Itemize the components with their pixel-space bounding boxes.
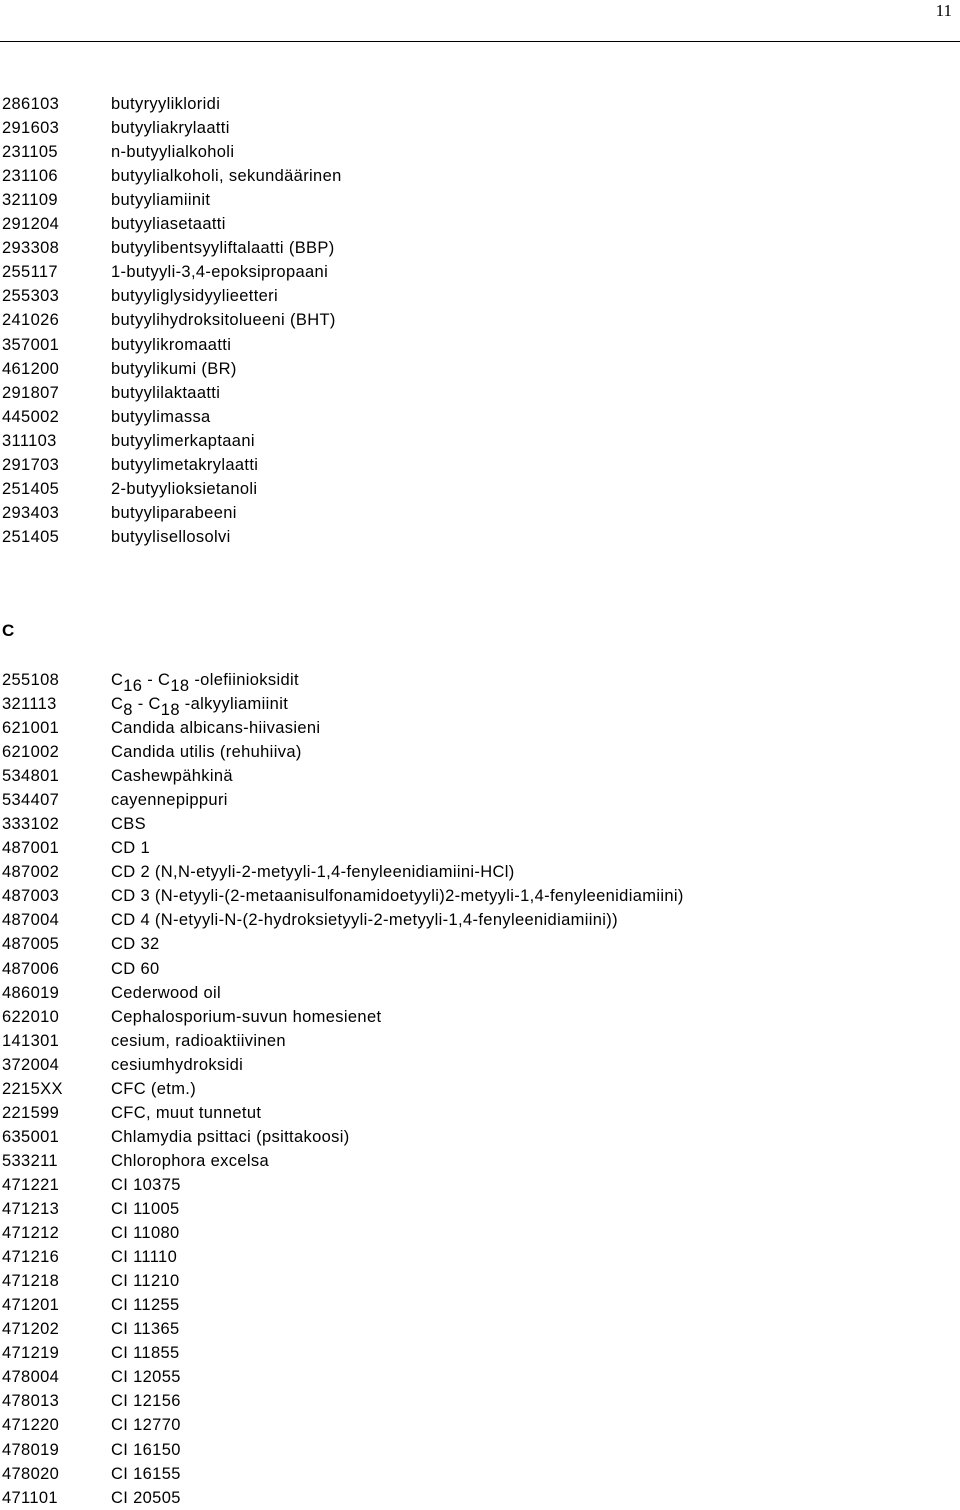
name-part: - C <box>132 695 161 714</box>
item-code: 372004 <box>2 1055 60 1074</box>
item-code: 486019 <box>2 983 60 1002</box>
item-code: 487005 <box>2 935 60 954</box>
page-number: 11 <box>935 1 952 20</box>
item-name <box>111 668 299 695</box>
item-name: butyryylikloridi <box>111 95 221 113</box>
item-name: CFC, muut tunnetut <box>111 1103 262 1122</box>
item-code: 357001 <box>2 335 60 354</box>
item-name: Cederwood oil <box>111 983 222 1002</box>
item-code: 291807 <box>2 383 60 402</box>
subscript: 8 <box>123 701 133 720</box>
item-name: Candida albicans-hiivasieni <box>111 719 321 737</box>
item-code: 291204 <box>2 215 60 234</box>
item-code: 241026 <box>2 311 60 330</box>
item-name: butyyliakrylaatti <box>111 119 230 138</box>
item-name: CI 11005 <box>111 1200 180 1218</box>
item-name: CD 32 <box>111 935 160 954</box>
item-code: 533211 <box>2 1151 58 1170</box>
item-code: 445002 <box>2 407 60 426</box>
item-name: CD 60 <box>111 959 160 978</box>
item-name: CFC (etm.) <box>111 1079 197 1098</box>
item-code: 471218 <box>2 1272 60 1291</box>
item-name: cayennepippuri <box>111 791 228 810</box>
item-name: CD 1 <box>111 839 150 858</box>
item-code: 291703 <box>2 455 60 474</box>
item-code: 221599 <box>2 1103 60 1122</box>
item-code: 487001 <box>2 839 60 858</box>
header-rule <box>0 41 960 42</box>
item-code: 321113 <box>2 695 57 714</box>
item-code: 487004 <box>2 911 60 930</box>
name-part: - C <box>142 671 171 689</box>
item-name: CD 4 (N-etyyli-N-(2-hydroksietyyli-2-metyyli-1,4-fenyleenidiamiini)) <box>111 911 618 930</box>
item-code: 291603 <box>2 119 60 138</box>
item-name: CI 11365 <box>111 1320 180 1339</box>
item-code: 622010 <box>2 1007 60 1026</box>
subscript: 18 <box>160 701 180 720</box>
section-c-heading: C <box>2 621 15 640</box>
subscript: 18 <box>170 677 190 695</box>
item-code: 255108 <box>2 671 60 689</box>
item-code: 471219 <box>2 1344 60 1363</box>
item-code: 471220 <box>2 1416 60 1435</box>
item-name: butyylialkoholi, sekundäärinen <box>111 167 342 186</box>
item-name <box>111 692 289 720</box>
item-code: 621002 <box>2 743 60 762</box>
name-part: -olefiinioksidit <box>189 671 299 689</box>
item-name: butyylikromaatti <box>111 335 232 354</box>
item-code: 471212 <box>2 1224 60 1243</box>
item-name: cesium, radioaktiivinen <box>111 1031 286 1050</box>
item-name: butyylisellosolvi <box>111 527 231 546</box>
item-name: butyylikumi (BR) <box>111 359 237 378</box>
item-name: CI 20505 <box>111 1488 181 1507</box>
item-code: 293403 <box>2 503 60 522</box>
name-part: -alkyyliamiinit <box>179 695 289 714</box>
item-code: 478019 <box>2 1440 60 1459</box>
item-code: 471202 <box>2 1320 60 1339</box>
item-name: butyylimerkaptaani <box>111 431 255 450</box>
item-name: butyyliamiinit <box>111 191 211 210</box>
item-code: 231106 <box>2 167 58 186</box>
item-code: 286103 <box>2 95 60 113</box>
item-code: 487003 <box>2 887 60 906</box>
item-code: 471221 <box>2 1175 60 1194</box>
item-name: CI 16155 <box>111 1464 181 1483</box>
item-name: butyyliasetaatti <box>111 215 226 234</box>
item-code: 471216 <box>2 1248 60 1267</box>
item-name: butyylimetakrylaatti <box>111 455 259 474</box>
item-name: Chlorophora excelsa <box>111 1151 269 1170</box>
item-code: 251405 <box>2 527 60 546</box>
item-code: 471101 <box>2 1488 58 1507</box>
item-code: 2215XX <box>2 1079 63 1098</box>
name-part: C <box>111 695 124 714</box>
item-name: CI 11110 <box>111 1248 178 1267</box>
item-code: 311103 <box>2 431 57 450</box>
item-name: CI 11255 <box>111 1296 180 1315</box>
item-name: n-butyylialkoholi <box>111 143 235 162</box>
item-code: 461200 <box>2 359 60 378</box>
subscript: 16 <box>123 677 143 695</box>
item-code: 478020 <box>2 1464 60 1483</box>
item-code: 251405 <box>2 479 60 498</box>
item-code: 534407 <box>2 791 60 810</box>
item-code: 231105 <box>2 143 58 162</box>
item-name: CI 11210 <box>111 1272 180 1291</box>
item-code: 487006 <box>2 959 60 978</box>
item-name: CI 12156 <box>111 1392 181 1411</box>
item-name: Cashewpähkinä <box>111 767 233 786</box>
item-name: butyyliglysidyylieetteri <box>111 287 279 306</box>
item-name: CI 12770 <box>111 1416 181 1435</box>
item-code: 255117 <box>2 263 58 282</box>
item-code: 478004 <box>2 1368 60 1387</box>
item-code: 141301 <box>2 1031 60 1050</box>
item-code: 471213 <box>2 1200 60 1218</box>
item-name: butyylibentsyyliftalaatti (BBP) <box>111 239 335 258</box>
item-code: 534801 <box>2 767 60 786</box>
item-name: CD 2 (N,N-etyyli-2-metyyli-1,4-fenyleenidiamiini-HCl) <box>111 863 515 882</box>
item-name: butyylihydroksitolueeni (BHT) <box>111 311 336 330</box>
item-name: CBS <box>111 815 146 834</box>
item-name: butyyliparabeeni <box>111 503 237 522</box>
item-code: 321109 <box>2 191 58 210</box>
item-name: cesiumhydroksidi <box>111 1055 244 1074</box>
item-name: CI 11855 <box>111 1344 180 1363</box>
item-code: 255303 <box>2 287 60 306</box>
item-name: 2-butyylioksietanoli <box>111 479 258 498</box>
item-name: 1-butyyli-3,4-epoksipropaani <box>111 263 329 282</box>
item-code: 471201 <box>2 1296 60 1315</box>
item-name: CI 11080 <box>111 1224 180 1243</box>
item-name: CI 12055 <box>111 1368 181 1387</box>
item-code: 635001 <box>2 1127 60 1146</box>
item-code: 478013 <box>2 1392 60 1411</box>
name-part: C <box>111 671 124 689</box>
item-name: CI 10375 <box>111 1175 181 1194</box>
item-name: CD 3 (N-etyyli-(2-metaanisulfonamidoetyyli)2-metyyli-1,4-fenyleenidiamiini) <box>111 887 684 906</box>
item-name: butyylimassa <box>111 407 211 426</box>
item-code: 621001 <box>2 719 60 737</box>
item-code: 333102 <box>2 815 60 834</box>
item-code: 487002 <box>2 863 60 882</box>
item-name: Cephalosporium-suvun homesienet <box>111 1007 382 1026</box>
item-name: Candida utilis (rehuhiiva) <box>111 743 302 762</box>
item-code: 293308 <box>2 239 60 258</box>
item-name: Chlamydia psittaci (psittakoosi) <box>111 1127 350 1146</box>
item-name: butyylilaktaatti <box>111 383 221 402</box>
item-name: CI 16150 <box>111 1440 181 1459</box>
